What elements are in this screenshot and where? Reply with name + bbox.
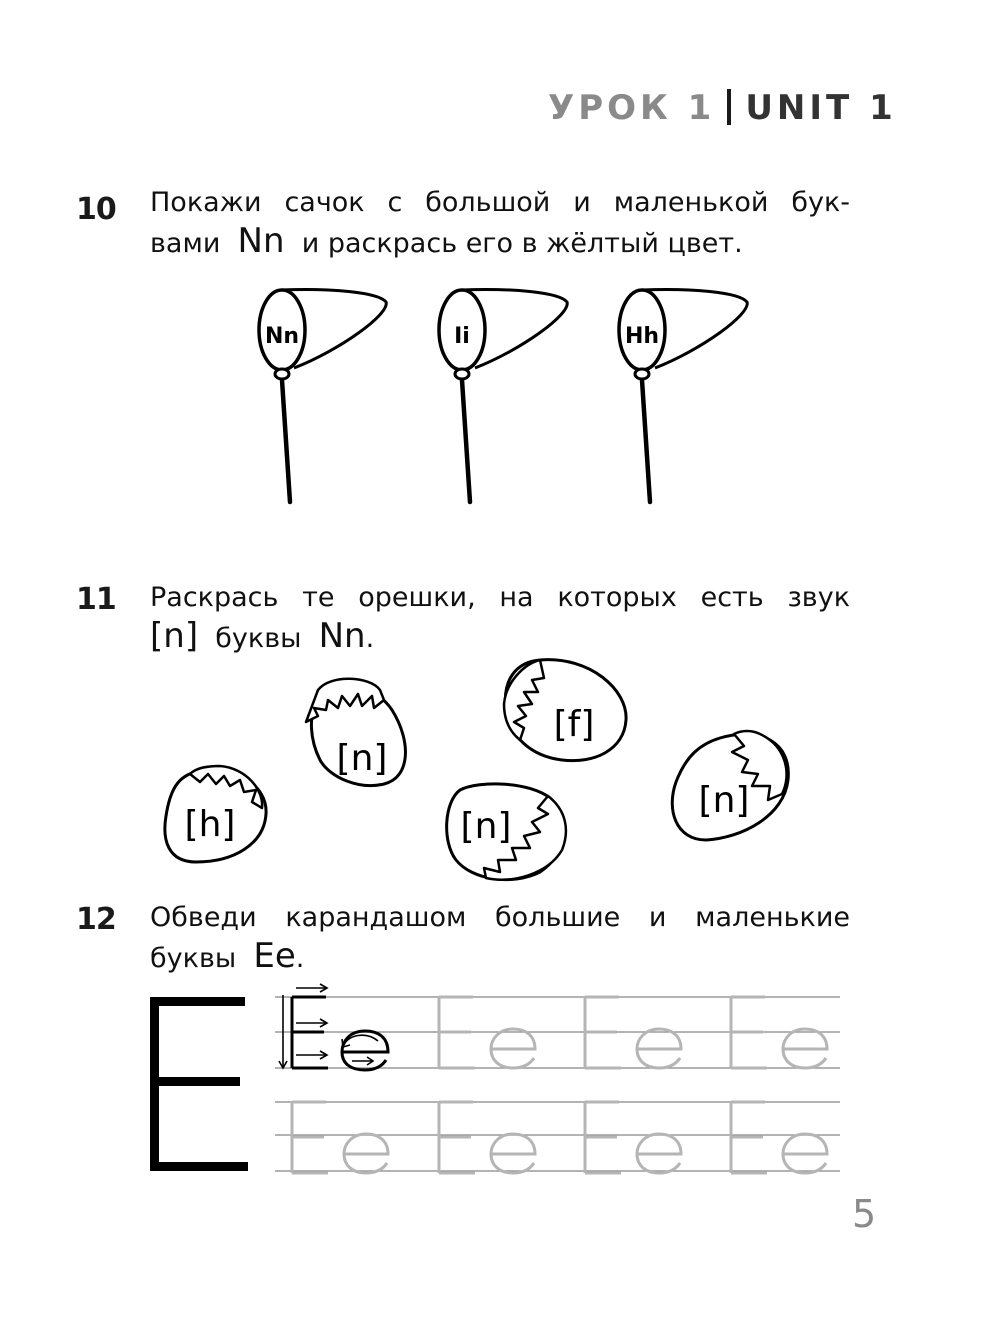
- header-divider: [727, 89, 731, 125]
- trace-pair-2-3[interactable]: [585, 1102, 681, 1173]
- net-label-2: Ii: [454, 324, 470, 349]
- tracing-area: [0, 975, 1000, 1185]
- hazelnuts: [0, 650, 1000, 890]
- model-letter-e: [150, 997, 248, 1171]
- lesson-ru: УРОК 1: [548, 88, 716, 128]
- exercise-10-line-2-end: и раскрась его в жёлтый цвет.: [301, 228, 743, 259]
- trace-pair-2-4[interactable]: [731, 1102, 827, 1173]
- exercise-12-line-2-start: буквы: [150, 943, 237, 974]
- exercise-12-instructions: [150, 899, 850, 978]
- exercise-10-instructions: [150, 184, 850, 263]
- net-label-1: Nn: [264, 324, 300, 349]
- nut-label-1: [n]: [336, 738, 388, 779]
- exercise-12-letters: Ee: [253, 936, 296, 976]
- page-number: 5: [852, 1192, 877, 1236]
- exercise-11-line-1: Раскрась те орешки, на которых есть звук: [150, 582, 850, 613]
- nut-label-5: [n]: [698, 780, 750, 821]
- exercise-11-sound: [n]: [150, 616, 199, 656]
- exercise-11-letters: Nn: [318, 616, 366, 656]
- nut-label-3: [h]: [184, 804, 236, 845]
- trace-row-2[interactable]: [292, 1102, 827, 1173]
- nut-label-2: [f]: [553, 704, 595, 745]
- nut-label-4: [n]: [460, 806, 512, 847]
- exercise-10-line-2-start: вами: [150, 228, 221, 259]
- exercise-12-line-1: Обведи карандашом большие и маленькие: [150, 902, 850, 933]
- exercise-12-period: .: [295, 943, 305, 974]
- trace-pair-2-2[interactable]: [439, 1102, 535, 1173]
- nut-1[interactable]: [306, 679, 405, 786]
- nut-3[interactable]: [165, 766, 266, 862]
- exercise-10-line-2: [150, 222, 850, 263]
- nut-5[interactable]: [672, 731, 788, 840]
- butterfly-nets: [0, 270, 1000, 520]
- exercise-10-line-1: Покажи сачок с большой и маленькой бук-: [150, 187, 850, 218]
- net-hh[interactable]: [619, 290, 747, 503]
- exercise-11-number: 11: [76, 582, 116, 617]
- trace-pair-2-1[interactable]: [292, 1102, 388, 1173]
- nut-2[interactable]: [504, 660, 626, 761]
- net-nn[interactable]: [259, 290, 386, 503]
- net-label-3: Hh: [624, 324, 660, 349]
- exercise-10-number: 10: [76, 192, 116, 227]
- exercise-12-line-2: [150, 937, 850, 978]
- exercise-11-period: .: [365, 623, 375, 654]
- exercise-11-instructions: [150, 579, 850, 658]
- exercise-12-number: 12: [76, 902, 116, 937]
- nut-4[interactable]: [447, 784, 566, 880]
- unit-header: [548, 88, 897, 128]
- exercise-11-line-2-mid: буквы: [215, 623, 302, 654]
- lesson-en: UNIT 1: [745, 88, 897, 128]
- exercise-10-letters: Nn: [237, 221, 285, 261]
- net-ii[interactable]: [439, 290, 567, 503]
